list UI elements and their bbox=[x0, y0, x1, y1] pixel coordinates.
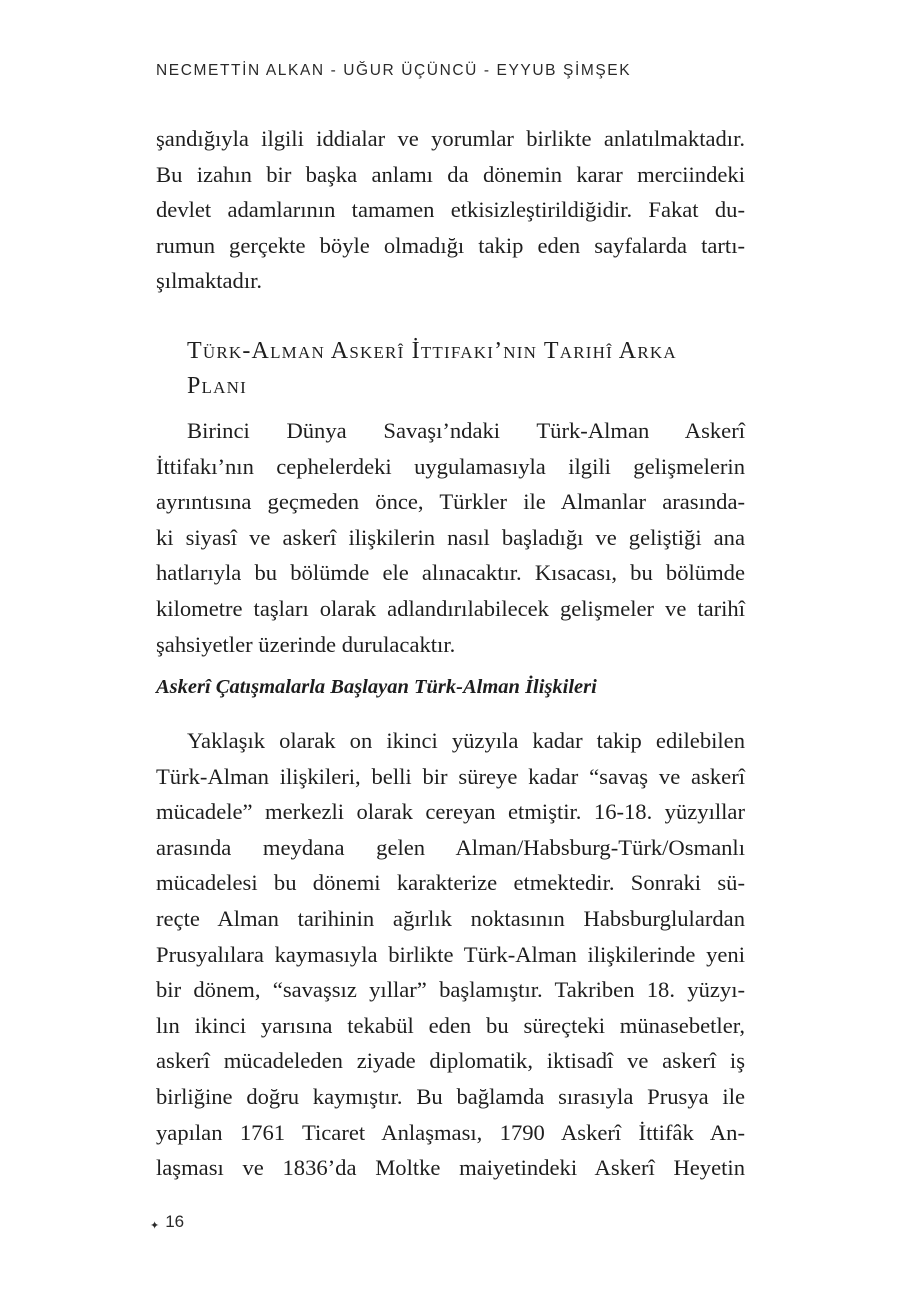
subheading: Askerî Çatışmalarla Başlayan Türk-Alman İlişkileri bbox=[156, 676, 597, 698]
paragraph-line: kilometre taşları olarak adlandırılabilecek gelişmeler ve tarihî bbox=[156, 595, 745, 621]
paragraph-line: hatlarıyla bu bölümde ele alınacaktır. Kısacası, bu bölümde bbox=[156, 560, 745, 586]
paragraph-line: Birinci Dünya Savaşı’ndaki Türk-Alman Askerî bbox=[187, 418, 745, 443]
paragraph-line: yapılan 1761 Ticaret Anlaşması, 1790 Askerî İttifâk An- bbox=[156, 1119, 745, 1145]
section-heading bbox=[187, 334, 747, 404]
paragraph-line: İttifakı’nın cephelerdeki uygulamasıyla ilgili gelişmelerin bbox=[156, 453, 745, 479]
paragraph-line: arasında meydana gelen Alman/Habsburg-Türk/Osmanlı bbox=[156, 834, 745, 860]
paragraph-line: laşması ve 1836’da Moltke maiyetindeki Askerî Heyetin bbox=[156, 1155, 745, 1181]
paragraph-line: mücadelesi bu dönemi karakterize etmektedir. Sonraki sü- bbox=[156, 870, 745, 896]
paragraph-line: askerî mücadeleden ziyade diplomatik, iktisadî ve askerî iş bbox=[156, 1048, 745, 1074]
page-footer bbox=[150, 1212, 184, 1232]
page-number: 16 bbox=[165, 1212, 185, 1231]
paragraph-line: ki siyasî ve askerî ilişkilerin nasıl başladığı ve geliştiği ana bbox=[156, 524, 745, 550]
paragraph-line: mücadele” merkezli olarak cereyan etmiştir. 16-18. yüzyıllar bbox=[156, 799, 745, 825]
paragraph-line: ayrıntısına geçmeden önce, Türkler ile Almanlar arasında- bbox=[156, 489, 745, 515]
section-heading-line: Türk-Alman Askerî İttifakı’nın Tarihî Arka bbox=[187, 338, 677, 364]
paragraph-line: lın ikinci yarısına tekabül eden bu süreçteki münasebetler, bbox=[156, 1012, 745, 1038]
paragraph-line: Prusyalılara kaymasıyla birlikte Türk-Alman ilişkilerinde yeni bbox=[156, 941, 745, 967]
paragraph-line: rumun gerçekte böyle olmadığı takip eden sayfalarda tartı- bbox=[156, 232, 745, 258]
paragraph-line: bir dönem, “savaşsız yıllar” başlamıştır. Takriben 18. yüzyı- bbox=[156, 977, 745, 1003]
paragraph-line: şandığıyla ilgili iddialar ve yorumlar birlikte anlatılmaktadır. bbox=[156, 126, 745, 151]
paragraph-3 bbox=[156, 723, 745, 1186]
paragraph-line: Yaklaşık olarak on ikinci yüzyıla kadar takip edilebilen bbox=[187, 728, 745, 753]
paragraph-line: Bu izahın bir başka anlamı da dönemin karar merciindeki bbox=[156, 161, 745, 187]
paragraph-line: Türk-Alman ilişkileri, belli bir süreye kadar “savaş ve askerî bbox=[156, 763, 745, 789]
paragraph-line: birliğine doğru kaymıştır. Bu bağlamda sırasıyla Prusya ile bbox=[156, 1083, 745, 1109]
paragraph-line: şahsiyetler üzerinde durulacaktır. bbox=[156, 631, 456, 657]
paragraph-line: devlet adamlarının tamamen etkisizleştirildiğidir. Fakat du- bbox=[156, 197, 745, 223]
section-heading-line: Planı bbox=[187, 373, 247, 399]
star-ornament-icon: ✦ bbox=[150, 1220, 160, 1232]
paragraph-line: reçte Alman tarihinin ağırlık noktasının Habsburglulardan bbox=[156, 905, 745, 931]
paragraph-1 bbox=[156, 121, 745, 299]
paragraph-line: şılmaktadır. bbox=[156, 268, 263, 294]
running-header: NECMETTİN ALKAN - UĞUR ÜÇÜNCÜ - EYYUB ŞİMŞEK bbox=[156, 62, 632, 79]
paragraph-2 bbox=[156, 413, 745, 662]
